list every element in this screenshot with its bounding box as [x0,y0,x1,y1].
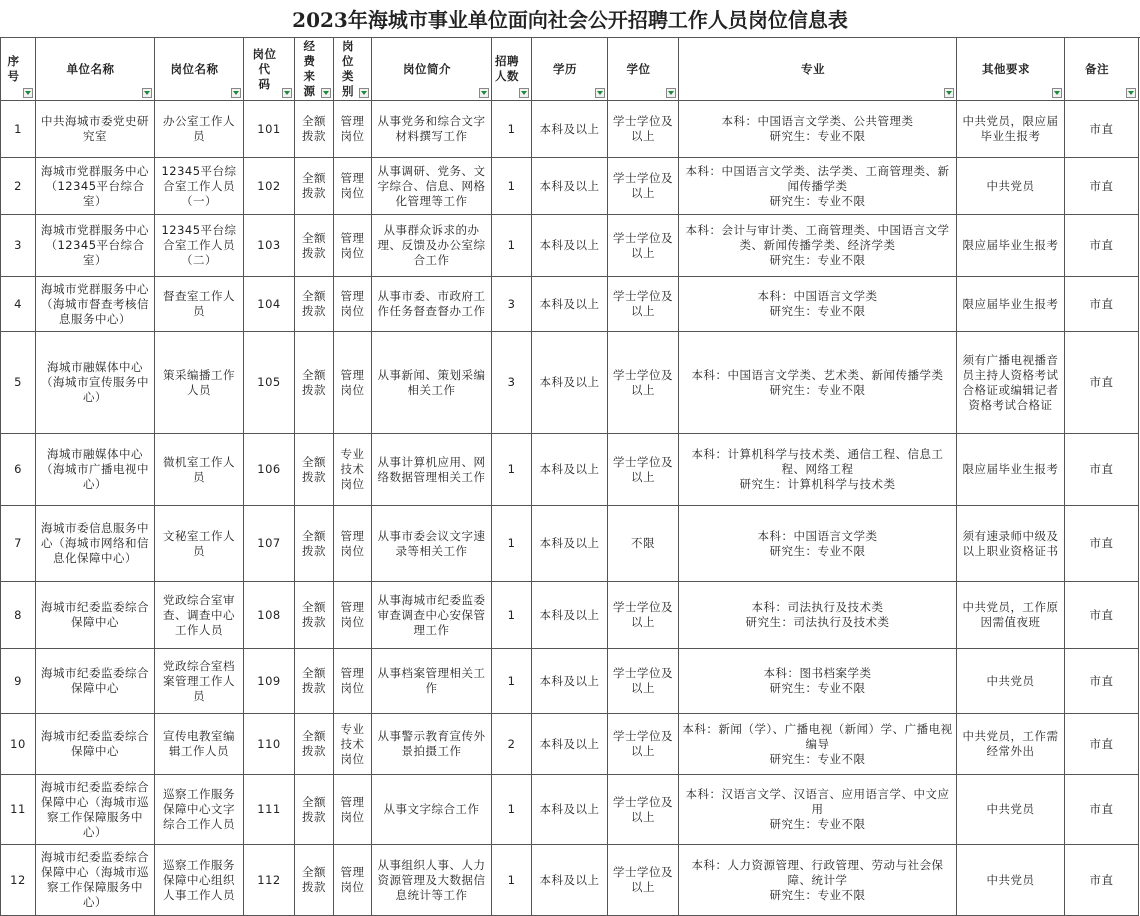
cell-intro[interactable]: 从事调研、党务、文字综合、信息、网格化管理等工作 [372,158,492,215]
column-header-label: 单位名称 [66,61,115,76]
cell-edu[interactable]: 本科及以上 [532,714,608,775]
column-header [1065,38,1139,101]
cell-other[interactable]: 须有速录师中级及以上职业资格证书 [957,506,1065,582]
cell-major[interactable]: 本科：人力资源管理、行政管理、劳动与社会保障、统计学 研究生：专业不限 [679,845,957,916]
column-header [608,38,679,101]
cell-fund[interactable]: 全额拨款 [295,775,334,845]
cell-num[interactable]: 1 [492,506,532,582]
cell-fund[interactable]: 全额拨款 [295,582,334,649]
cell-major[interactable]: 本科：图书档案学类 研究生：专业不限 [679,649,957,714]
cell-unit[interactable]: 中共海城市委党史研究室 [36,101,155,158]
cell-intro[interactable]: 从事市委、市政府工作任务督查督办工作 [372,277,492,332]
cell-post[interactable]: 策采编播工作人员 [155,332,244,434]
cell-intro[interactable]: 从事计算机应用、网络数据管理相关工作 [372,434,492,506]
cell-unit[interactable]: 海城市党群服务中心（12345平台综合室） [36,158,155,215]
cell-type[interactable]: 管理岗位 [334,649,372,714]
table-row [1,434,1139,506]
cell-no[interactable]: 4 [1,277,36,332]
cell-post[interactable]: 党政综合室档案管理工作人员 [155,649,244,714]
table-row [1,775,1139,845]
cell-num[interactable]: 1 [492,158,532,215]
filter-dropdown-icon[interactable] [479,88,489,98]
table-body [1,101,1139,916]
column-header-label: 学位 [626,61,651,76]
cell-intro[interactable]: 从事海城市纪委监委审查调查中心安保管理工作 [372,582,492,649]
cell-num[interactable]: 1 [492,434,532,506]
cell-intro[interactable]: 从事市委会议文字速录等相关工作 [372,506,492,582]
filter-dropdown-icon[interactable] [1052,88,1062,98]
cell-major[interactable]: 本科：中国语言文学类、艺术类、新闻传播学类 研究生：专业不限 [679,332,957,434]
cell-note[interactable]: 市直 [1065,277,1139,332]
cell-degree[interactable]: 学士学位及以上 [608,582,679,649]
cell-fund[interactable]: 全额拨款 [295,158,334,215]
cell-num[interactable]: 1 [492,215,532,277]
cell-major[interactable]: 本科：汉语言文学、汉语言、应用语言学、中文应用 研究生：专业不限 [679,775,957,845]
cell-type[interactable]: 管理岗位 [334,215,372,277]
column-header [679,38,957,101]
cell-type[interactable]: 管理岗位 [334,277,372,332]
cell-code[interactable]: 102 [244,158,295,215]
cell-post[interactable]: 12345平台综合室工作人员（二） [155,215,244,277]
cell-major[interactable]: 本科：中国语言文学类、公共管理类 研究生：专业不限 [679,101,957,158]
cell-degree[interactable]: 学士学位及以上 [608,101,679,158]
cell-intro[interactable]: 从事群众诉求的办理、反馈及办公室综合工作 [372,215,492,277]
cell-num[interactable]: 1 [492,649,532,714]
cell-note[interactable]: 市直 [1065,775,1139,845]
job-table [0,37,1139,916]
cell-fund[interactable]: 全额拨款 [295,506,334,582]
cell-degree[interactable]: 学士学位及以上 [608,775,679,845]
cell-note[interactable]: 市直 [1065,101,1139,158]
cell-no[interactable]: 7 [1,506,36,582]
cell-no[interactable]: 5 [1,332,36,434]
cell-intro[interactable]: 从事组织人事、人力资源管理及大数据信息统计等工作 [372,845,492,916]
cell-unit[interactable]: 海城市委信息服务中心（海城市网络和信息化保障中心） [36,506,155,582]
cell-major[interactable]: 本科：司法执行及技术类 研究生：司法执行及技术类 [679,582,957,649]
cell-major[interactable]: 本科：中国语言文学类、法学类、工商管理类、新闻传播学类 研究生：专业不限 [679,158,957,215]
cell-code[interactable]: 105 [244,332,295,434]
cell-type[interactable]: 管理岗位 [334,101,372,158]
cell-other[interactable]: 限应届毕业生报考 [957,215,1065,277]
cell-note[interactable]: 市直 [1065,506,1139,582]
column-header [492,38,532,101]
cell-edu[interactable]: 本科及以上 [532,845,608,916]
cell-num[interactable]: 1 [492,775,532,845]
cell-degree[interactable]: 学士学位及以上 [608,215,679,277]
column-header [36,38,155,101]
cell-num[interactable]: 1 [492,101,532,158]
cell-degree[interactable]: 学士学位及以上 [608,158,679,215]
sheet-title: 2023年海城市事业单位面向社会公开招聘工作人员岗位信息表 [0,0,1140,38]
cell-type[interactable]: 管理岗位 [334,506,372,582]
table-row [1,649,1139,714]
cell-note[interactable]: 市直 [1065,332,1139,434]
column-header-label: 其他要求 [982,61,1030,76]
cell-degree[interactable]: 学士学位及以上 [608,434,679,506]
cell-num[interactable]: 1 [492,582,532,649]
cell-degree[interactable]: 学士学位及以上 [608,332,679,434]
column-header-label: 岗位名称 [170,61,219,76]
cell-post[interactable]: 巡察工作服务保障中心组织人事工作人员 [155,845,244,916]
column-header [155,38,244,101]
cell-code[interactable]: 112 [244,845,295,916]
cell-other[interactable]: 中共党员，限应届毕业生报考 [957,101,1065,158]
column-header-label: 招聘 人数 [495,54,519,83]
filter-dropdown-icon[interactable] [321,88,331,98]
cell-no[interactable]: 12 [1,845,36,916]
cell-degree[interactable]: 不限 [608,506,679,582]
cell-type[interactable]: 管理岗位 [334,775,372,845]
column-header [1,38,36,101]
cell-unit[interactable]: 海城市党群服务中心（海城市督查考核信息服务中心） [36,277,155,332]
cell-no[interactable]: 8 [1,582,36,649]
cell-note[interactable]: 市直 [1065,582,1139,649]
cell-other[interactable]: 中共党员 [957,845,1065,916]
column-header-label: 备注 [1085,61,1109,76]
cell-code[interactable]: 107 [244,506,295,582]
table-row [1,332,1139,434]
cell-unit[interactable]: 海城市纪委监委综合保障中心（海城市巡察工作保障服务中心） [36,845,155,916]
column-header-label: 岗位 类别 [342,39,354,98]
filter-dropdown-icon[interactable] [519,88,529,98]
cell-type[interactable]: 管理岗位 [334,845,372,916]
cell-other[interactable]: 中共党员 [957,649,1065,714]
cell-no[interactable]: 10 [1,714,36,775]
column-header [532,38,608,101]
column-header [334,38,372,101]
cell-fund[interactable]: 全额拨款 [295,434,334,506]
cell-fund[interactable]: 全额拨款 [295,714,334,775]
cell-other[interactable]: 须有广播电视播音员主持人资格考试合格证或编辑记者资格考试合格证 [957,332,1065,434]
cell-fund[interactable]: 全额拨款 [295,101,334,158]
cell-unit[interactable]: 海城市纪委监委综合保障中心 [36,714,155,775]
filter-dropdown-icon[interactable] [142,88,152,98]
filter-dropdown-icon[interactable] [23,88,33,98]
cell-other[interactable]: 限应届毕业生报考 [957,277,1065,332]
cell-intro[interactable]: 从事档案管理相关工作 [372,649,492,714]
column-header [957,38,1065,101]
filter-dropdown-icon[interactable] [595,88,605,98]
cell-no[interactable]: 3 [1,215,36,277]
cell-major[interactable]: 本科：中国语言文学类 研究生：专业不限 [679,506,957,582]
cell-unit[interactable]: 海城市纪委监委综合保障中心（海城市巡察工作保障服务中心） [36,775,155,845]
table-row [1,506,1139,582]
cell-intro[interactable]: 从事文字综合工作 [372,775,492,845]
cell-post[interactable]: 12345平台综合室工作人员（一） [155,158,244,215]
table-row [1,277,1139,332]
cell-no[interactable]: 2 [1,158,36,215]
cell-code[interactable]: 108 [244,582,295,649]
cell-code[interactable]: 103 [244,215,295,277]
cell-code[interactable]: 106 [244,434,295,506]
cell-edu[interactable]: 本科及以上 [532,582,608,649]
cell-code[interactable]: 110 [244,714,295,775]
cell-fund[interactable]: 全额拨款 [295,277,334,332]
cell-degree[interactable]: 学士学位及以上 [608,649,679,714]
cell-post[interactable]: 党政综合室审查、调查中心工作人员 [155,582,244,649]
cell-major[interactable]: 本科：会计与审计类、工商管理类、中国语言文学类、新闻传播学类、经济学类 研究生：专业不限 [679,215,957,277]
cell-num[interactable]: 1 [492,845,532,916]
cell-code[interactable]: 101 [244,101,295,158]
cell-post[interactable]: 微机室工作人员 [155,434,244,506]
cell-num[interactable]: 2 [492,714,532,775]
table-row [1,101,1139,158]
cell-type[interactable]: 管理岗位 [334,582,372,649]
cell-type[interactable]: 专业技术岗位 [334,714,372,775]
cell-intro[interactable]: 从事警示教育宣传外景拍摄工作 [372,714,492,775]
cell-major[interactable]: 本科：新闻（学）、广播电视（新闻）学、广播电视编导 研究生：专业不限 [679,714,957,775]
cell-major[interactable]: 本科：计算机科学与技术类、通信工程、信息工程、网络工程 研究生：计算机科学与技术类 [679,434,957,506]
cell-degree[interactable]: 学士学位及以上 [608,714,679,775]
cell-edu[interactable]: 本科及以上 [532,775,608,845]
column-header-label: 经费 来源 [303,39,316,98]
cell-fund[interactable]: 全额拨款 [295,649,334,714]
cell-num[interactable]: 3 [492,332,532,434]
cell-other[interactable]: 限应届毕业生报考 [957,434,1065,506]
cell-fund[interactable]: 全额拨款 [295,332,334,434]
table-row [1,714,1139,775]
filter-dropdown-icon[interactable] [1126,88,1136,98]
cell-unit[interactable]: 海城市纪委监委综合保障中心 [36,649,155,714]
cell-other[interactable]: 中共党员 [957,158,1065,215]
column-header-label: 序号 [7,54,20,83]
cell-unit[interactable]: 海城市纪委监委综合保障中心 [36,582,155,649]
column-header [295,38,334,101]
cell-edu[interactable]: 本科及以上 [532,332,608,434]
column-header [244,38,295,101]
cell-note[interactable]: 市直 [1065,215,1139,277]
cell-other[interactable]: 中共党员 [957,775,1065,845]
cell-major[interactable]: 本科：中国语言文学类 研究生：专业不限 [679,277,957,332]
cell-no[interactable]: 6 [1,434,36,506]
cell-edu[interactable]: 本科及以上 [532,434,608,506]
filter-dropdown-icon[interactable] [282,88,292,98]
cell-intro[interactable]: 从事党务和综合文字材料撰写工作 [372,101,492,158]
header-row [1,38,1139,101]
cell-edu[interactable]: 本科及以上 [532,506,608,582]
cell-note[interactable]: 市直 [1065,845,1139,916]
cell-note[interactable]: 市直 [1065,434,1139,506]
column-header-label: 岗位代 码 [252,46,277,91]
cell-unit[interactable]: 海城市融媒体中心（海城市广播电视中心） [36,434,155,506]
cell-edu[interactable]: 本科及以上 [532,649,608,714]
cell-other[interactable]: 中共党员，工作需经常外出 [957,714,1065,775]
cell-code[interactable]: 104 [244,277,295,332]
cell-unit[interactable]: 海城市融媒体中心（海城市宣传服务中心） [36,332,155,434]
cell-intro[interactable]: 从事新闻、策划采编相关工作 [372,332,492,434]
cell-type[interactable]: 管理岗位 [334,332,372,434]
cell-type[interactable]: 专业技术岗位 [334,434,372,506]
cell-post[interactable]: 文秘室工作人员 [155,506,244,582]
cell-post[interactable]: 宣传电教室编辑工作人员 [155,714,244,775]
table-row [1,845,1139,916]
cell-code[interactable]: 111 [244,775,295,845]
column-header-label: 专业 [801,61,825,76]
cell-edu[interactable]: 本科及以上 [532,277,608,332]
table-row [1,215,1139,277]
cell-edu[interactable]: 本科及以上 [532,101,608,158]
cell-num[interactable]: 3 [492,277,532,332]
cell-degree[interactable]: 学士学位及以上 [608,845,679,916]
column-header-label: 学历 [553,61,577,76]
filter-dropdown-icon[interactable] [359,88,369,98]
cell-fund[interactable]: 全额拨款 [295,215,334,277]
cell-note[interactable]: 市直 [1065,714,1139,775]
column-header-label: 岗位简介 [403,61,451,76]
cell-post[interactable]: 督查室工作人员 [155,277,244,332]
table-row [1,582,1139,649]
cell-fund[interactable]: 全额拨款 [295,845,334,916]
cell-post[interactable]: 办公室工作人员 [155,101,244,158]
cell-no[interactable]: 1 [1,101,36,158]
cell-unit[interactable]: 海城市党群服务中心（12345平台综合室） [36,215,155,277]
cell-no[interactable]: 9 [1,649,36,714]
cell-code[interactable]: 109 [244,649,295,714]
cell-edu[interactable]: 本科及以上 [532,215,608,277]
column-header [372,38,492,101]
cell-note[interactable]: 市直 [1065,649,1139,714]
cell-other[interactable]: 中共党员，工作原因需值夜班 [957,582,1065,649]
cell-edu[interactable]: 本科及以上 [532,158,608,215]
cell-degree[interactable]: 学士学位及以上 [608,277,679,332]
cell-no[interactable]: 11 [1,775,36,845]
cell-post[interactable]: 巡察工作服务保障中心文字综合工作人员 [155,775,244,845]
cell-note[interactable]: 市直 [1065,158,1139,215]
cell-type[interactable]: 管理岗位 [334,158,372,215]
filter-dropdown-icon[interactable] [666,88,676,98]
table-row [1,158,1139,215]
filter-dropdown-icon[interactable] [231,88,241,98]
filter-dropdown-icon[interactable] [944,88,954,98]
